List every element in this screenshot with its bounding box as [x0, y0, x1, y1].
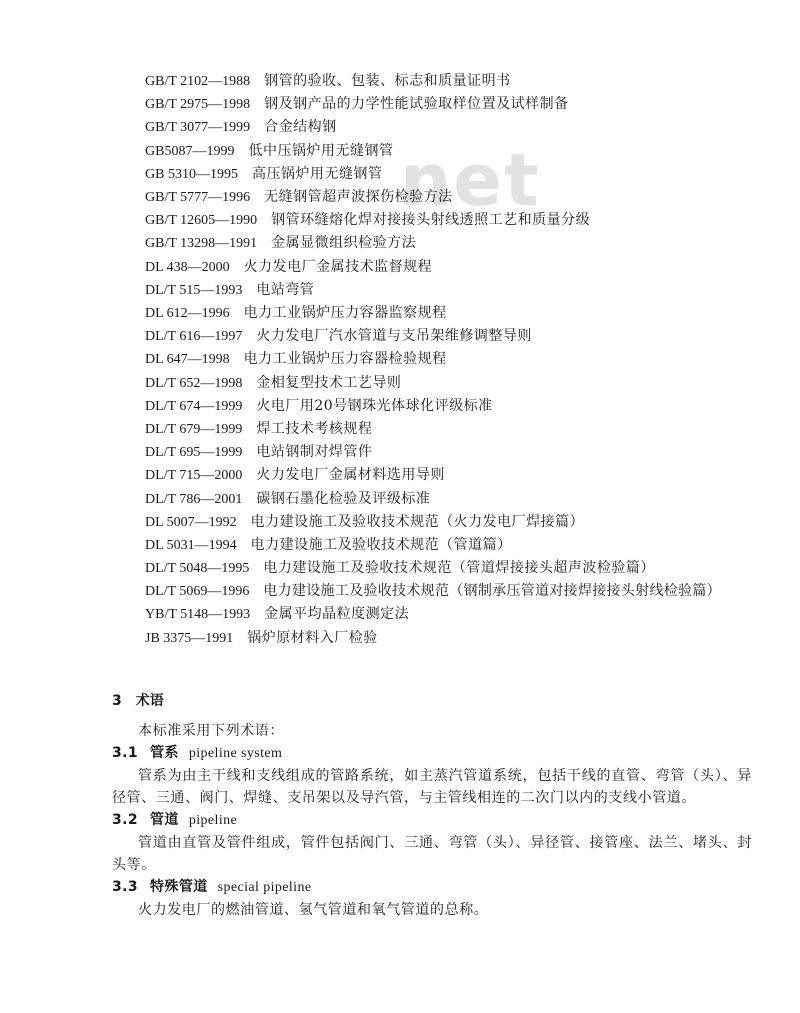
reference-code: GB/T 3077—1999	[145, 120, 251, 136]
term-number: 3.3	[112, 879, 139, 895]
reference-code: GB 5310—1995	[145, 166, 238, 182]
reference-item	[145, 256, 755, 279]
reference-item	[145, 418, 755, 441]
reference-code: JB 3375—1991	[145, 630, 234, 646]
reference-title: 钢管环缝熔化焊对接接头射线透照工艺和质量分级	[271, 212, 591, 229]
section-number: 3	[112, 693, 122, 709]
term-english: pipeline	[188, 813, 238, 828]
reference-code: DL/T 616—1997	[145, 329, 243, 345]
term-definition: 管道由直管及管件组成，管件包括阀门、三通、弯管（头）、异径管、接管座、法兰、堵头、封头等。	[112, 835, 752, 873]
reference-item	[145, 93, 755, 116]
reference-item	[145, 116, 755, 139]
reference-title: 合金结构钢	[264, 119, 337, 136]
reference-code: DL/T 515—1993	[145, 282, 243, 298]
reference-item	[145, 534, 755, 557]
reference-title: 电力建设施工及验收技术规范（钢制承压管道对接焊接接头射线检验篇）	[263, 583, 721, 600]
term-name: 特殊管道	[150, 879, 208, 895]
reference-code: DL 612—1996	[145, 306, 230, 322]
term-english: pipeline system	[188, 746, 283, 761]
reference-title: 火力发电厂金属技术监督规程	[243, 258, 433, 275]
reference-code: DL 438—2000	[145, 259, 230, 275]
reference-title: 锅炉原材料入厂检验	[247, 629, 378, 646]
reference-code: DL/T 786—2001	[145, 491, 243, 507]
reference-title: 火力发电厂金属材料选用导则	[256, 467, 445, 484]
term-definition: 管系为由主干线和支线组成的管路系统，如主蒸汽管道系统，包括干线的直管、弯管（头）、异径管、三通、阀门、焊缝、支吊架以及导汽管，与主管线相连的二次门以内的支线小管道。	[112, 768, 752, 806]
reference-title: 金属平均晶粒度测定法	[264, 606, 410, 623]
reference-item	[145, 279, 755, 302]
reference-title: 钢及钢产品的力学性能试验取样位置及试样制备	[264, 96, 569, 113]
term-heading	[112, 876, 752, 899]
reference-item	[145, 441, 755, 464]
reference-title: 高压锅炉用无缝钢管	[251, 165, 383, 182]
reference-item	[145, 325, 755, 348]
reference-title: 电力建设施工及验收技术规范（管道焊接接头超声波检验篇）	[263, 560, 655, 577]
reference-item	[145, 302, 755, 325]
term-number: 3.2	[112, 812, 139, 828]
reference-item	[145, 580, 755, 603]
reference-item	[145, 603, 755, 626]
reference-code: DL/T 679—1999	[145, 422, 243, 438]
reference-title: 电力工业锅炉压力容器监察规程	[243, 305, 447, 322]
reference-title: 焊工技术考核规程	[256, 421, 373, 438]
term-definition: 火力发电厂的燃油管道、氢气管道和氧气管道的总称。	[138, 902, 489, 918]
reference-code: GB/T 12605—1990	[145, 213, 258, 229]
normative-references-list	[145, 70, 755, 650]
reference-code: DL 5031—1994	[145, 538, 237, 554]
reference-item	[145, 209, 755, 232]
term-name: 管系	[150, 745, 179, 761]
reference-item	[145, 557, 755, 580]
reference-item	[145, 511, 755, 534]
section-title: 术语	[135, 693, 164, 709]
reference-code: GB/T 2975—1998	[145, 97, 251, 113]
reference-item	[145, 627, 755, 650]
reference-code: GB/T 2102—1988	[145, 74, 251, 89]
reference-title: 电站弯管	[256, 281, 315, 298]
reference-title: 电力建设施工及验收技术规范（火力发电厂焊接篇）	[250, 513, 585, 530]
reference-item	[145, 464, 755, 487]
term-english: special pipeline	[217, 880, 312, 895]
reference-code: DL 647—1998	[145, 352, 230, 368]
terms-section-body	[112, 720, 752, 921]
reference-code: DL/T 674—1999	[145, 398, 243, 414]
reference-code: GB/T 5777—1996	[145, 190, 251, 206]
reference-item	[145, 163, 755, 186]
reference-item	[145, 140, 755, 163]
reference-item	[145, 395, 755, 418]
term-number: 3.1	[112, 745, 139, 761]
reference-title: 火力发电厂汽水管道与支吊架维修调整导则	[256, 328, 532, 345]
reference-code: DL 5007—1992	[145, 514, 237, 530]
reference-title: 钢管的验收、包装、标志和质量证明书	[264, 73, 511, 89]
reference-code: YB/T 5148—1993	[145, 607, 251, 623]
reference-title: 电站钢制对焊管件	[256, 444, 373, 461]
reference-code: DL/T 652—1998	[145, 375, 243, 391]
term-name: 管道	[150, 812, 179, 828]
reference-code: DL/T 715—2000	[145, 468, 243, 484]
reference-title: 低中压锅炉用无缝钢管	[248, 142, 394, 159]
reference-item	[145, 372, 755, 395]
reference-title: 金相复型技术工艺导则	[256, 374, 402, 391]
reference-code: GB/T 13298—1991	[145, 236, 258, 252]
reference-code: DL/T 5048—1995	[145, 561, 250, 577]
reference-title: 无缝钢管超声波探伤检验方法	[264, 189, 453, 206]
reference-item	[145, 232, 755, 255]
reference-title: 金属显微组织检验方法	[271, 235, 417, 252]
reference-item	[145, 488, 755, 511]
reference-item	[145, 70, 755, 93]
section-heading	[112, 690, 164, 710]
reference-item	[145, 348, 755, 371]
reference-code: GB5087—1999	[145, 143, 235, 159]
watermark-text: net	[400, 138, 541, 222]
term-heading	[112, 742, 752, 765]
reference-code: DL/T 5069—1996	[145, 584, 250, 600]
reference-item	[145, 186, 755, 209]
term-heading	[112, 809, 752, 832]
section-intro: 本标准采用下列术语：	[138, 723, 284, 739]
reference-title: 碳钢石墨化检验及评级标准	[256, 490, 431, 507]
reference-code: DL/T 695—1999	[145, 445, 243, 461]
reference-title: 火电厂用20号钢珠光体球化评级标准	[256, 397, 493, 414]
reference-title: 电力工业锅炉压力容器检验规程	[243, 351, 447, 368]
reference-title: 电力建设施工及验收技术规范（管道篇）	[250, 537, 512, 554]
